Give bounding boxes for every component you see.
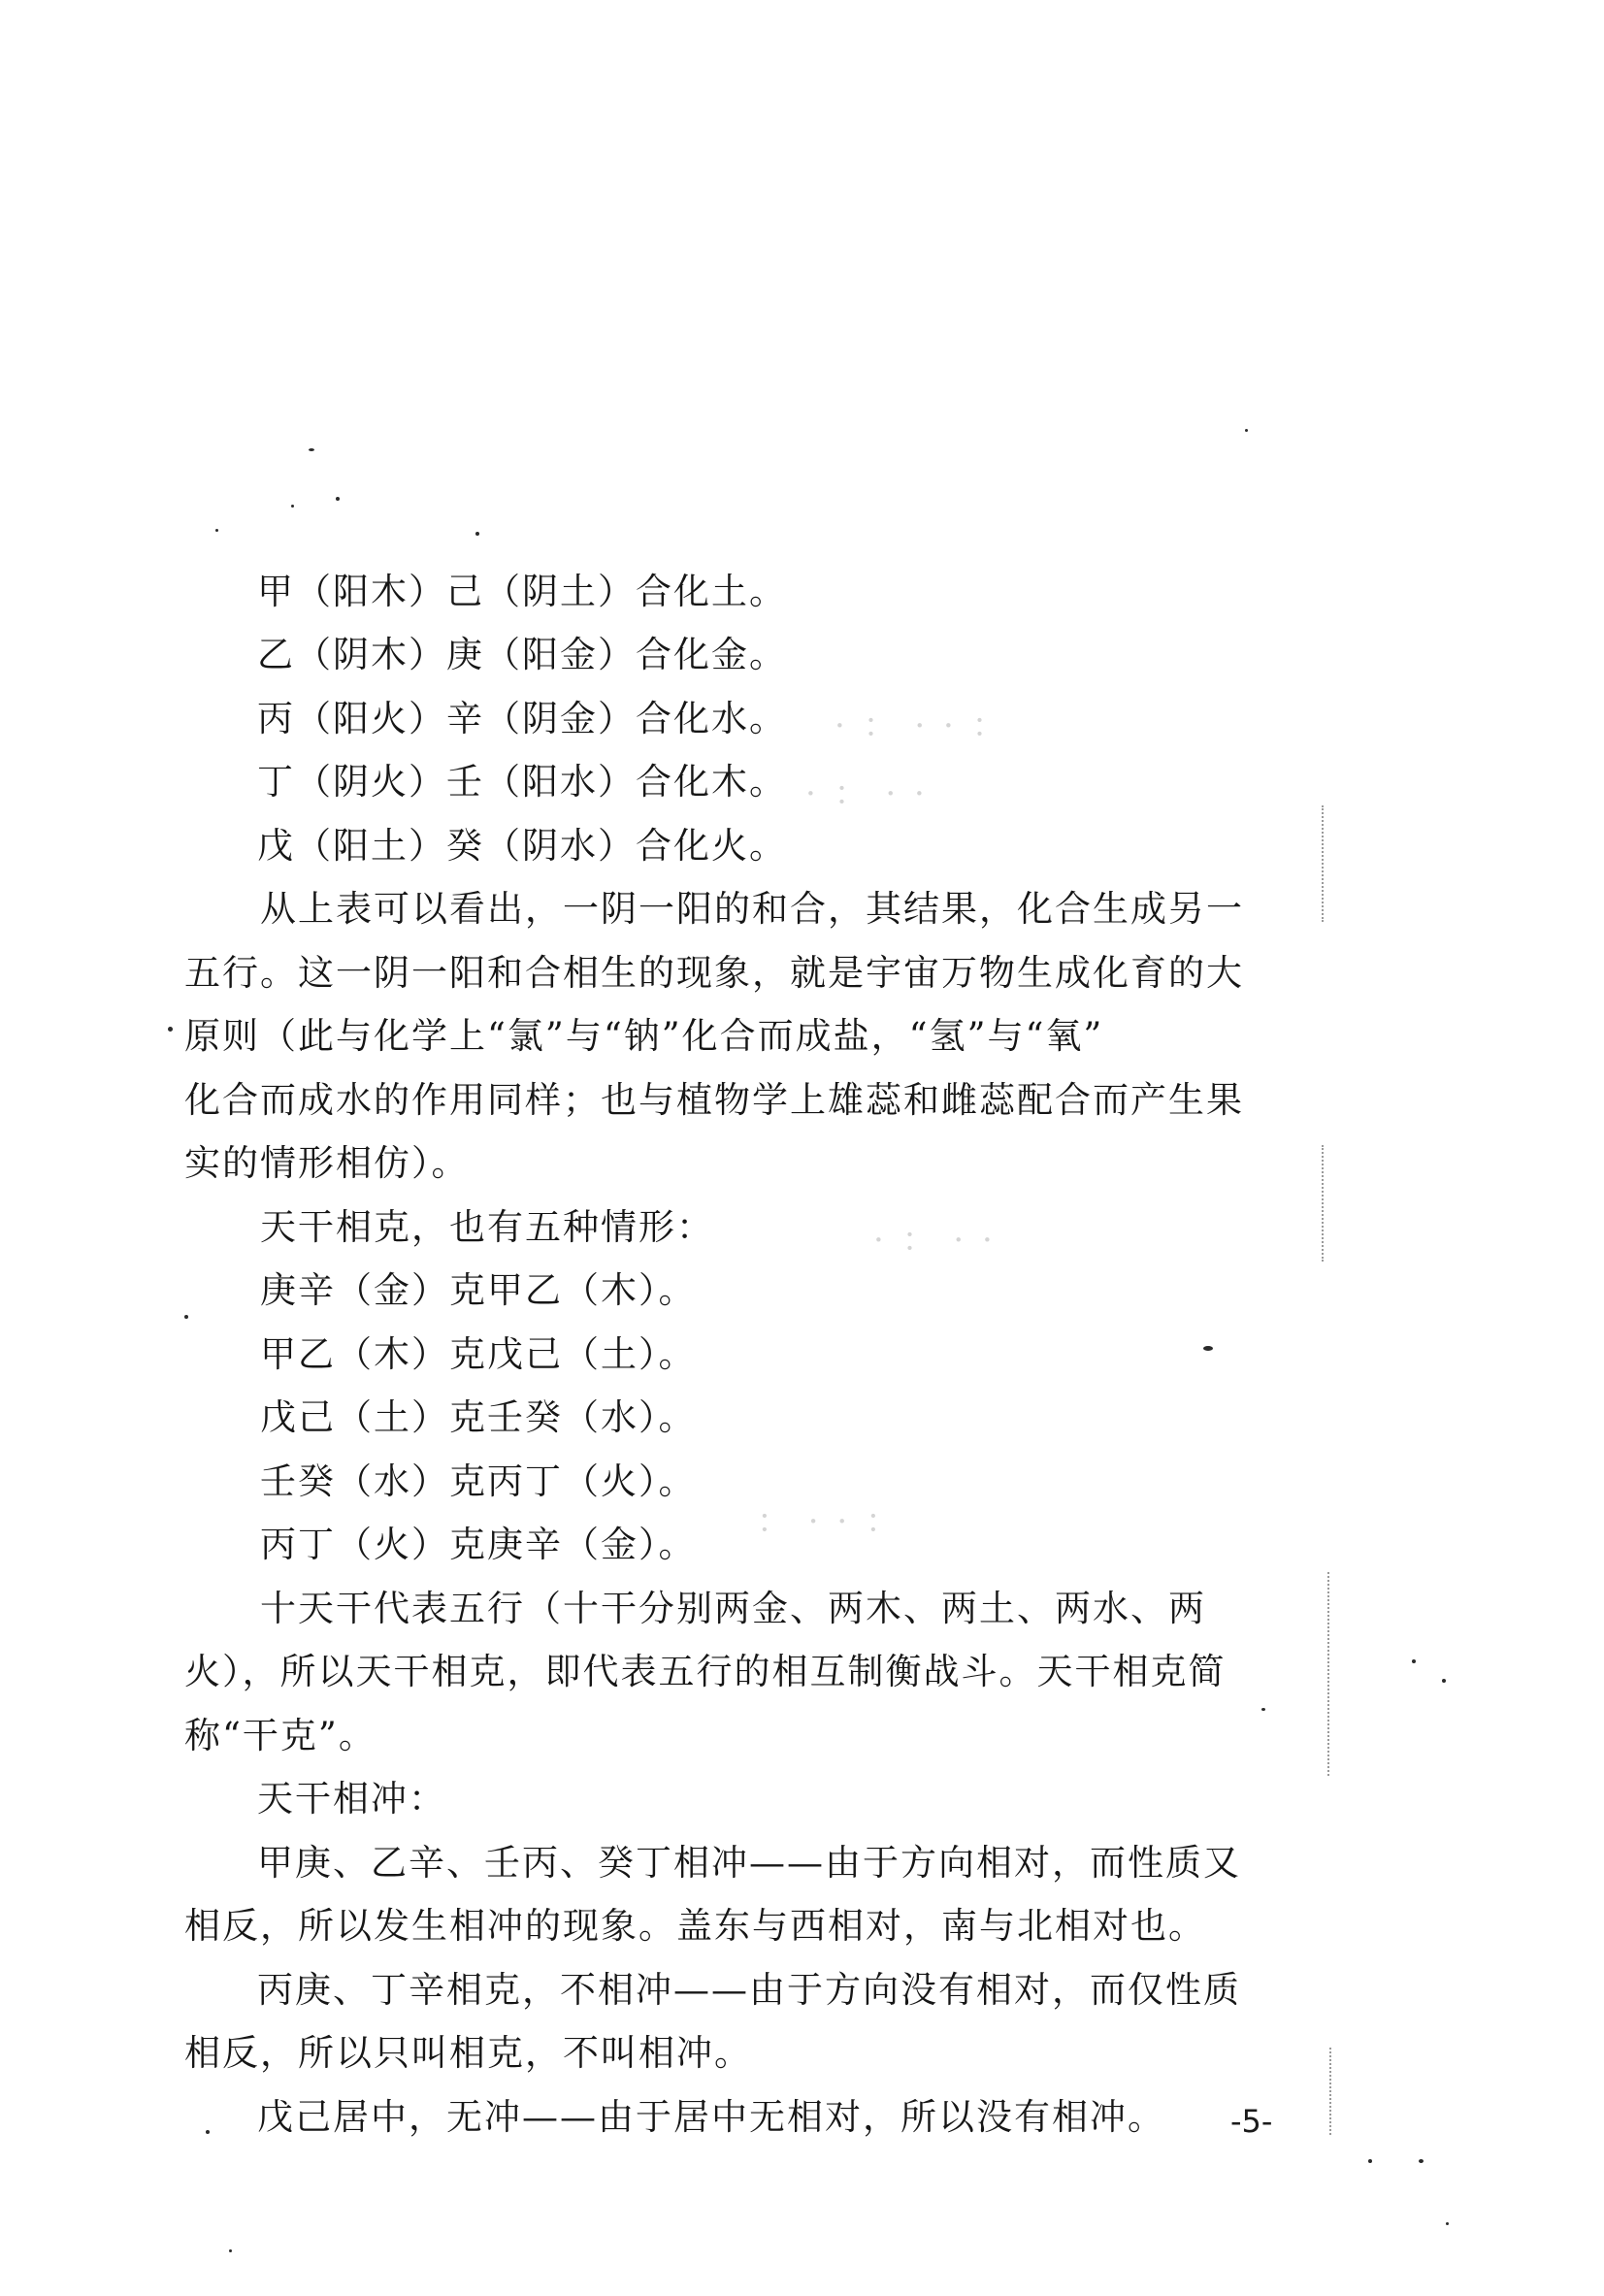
text-line: 戊己居中，无冲——由于居中无相对，所以没有相冲。	[257, 2096, 1165, 2138]
text-line: 相反，所以发生相冲的现象。盖东与西相对，南与北相对也。	[184, 1905, 1206, 1947]
bleed-through-mark: · ： · ·	[873, 1221, 997, 1260]
text-line: 丙（阳火）辛（阴金）合化水。	[257, 698, 787, 739]
text-line: 称“干克”。	[184, 1715, 376, 1756]
text-line: 丙庚、丁辛相克，不相冲——由于方向没有相对，而仅性质	[257, 1969, 1241, 2011]
speck	[1261, 1708, 1265, 1711]
scan-artifact-line	[1327, 1572, 1330, 1776]
bleed-through-mark: · ： · · ：	[835, 706, 1009, 745]
text-line: 乙（阴木）庚（阳金）合化金。	[257, 634, 787, 675]
text-line: 壬癸（水）克丙丁（火）。	[260, 1460, 697, 1502]
speck	[1419, 2159, 1424, 2163]
text-line: 戊（阳土）癸（阴水）合化火。	[257, 825, 787, 867]
text-line: 甲（阳木）己（阴土）合化土。	[257, 571, 787, 612]
text-line: 实的情形相仿）。	[184, 1142, 470, 1184]
text-line: 甲庚、乙辛、壬丙、癸丁相冲——由于方向相对，而性质又	[257, 1842, 1241, 1884]
speck	[291, 505, 294, 508]
speck	[1446, 2222, 1449, 2225]
text-line: 五行。这一阴一阳和合相生的现象，就是宇宙万物生成化育的大	[184, 952, 1244, 994]
bleed-through-mark: · ： · ·	[805, 774, 929, 813]
text-line: 戊己（土）克壬癸（水）。	[260, 1396, 697, 1438]
text-line: 天干相克，也有五种情形：	[260, 1206, 714, 1248]
text-line: 天干相冲：	[257, 1778, 446, 1820]
speck	[184, 1315, 188, 1319]
text-line: 十天干代表五行（十干分别两金、两木、两土、两水、两	[260, 1588, 1206, 1629]
scan-artifact-line	[1322, 805, 1325, 922]
text-line: 原则（此与化学上“氯”与“钠”化合而成盐，“氢”与“氧”	[184, 1015, 1104, 1057]
text-line: 相反，所以只叫相克，不叫相冲。	[184, 2032, 752, 2074]
speck	[1442, 1679, 1446, 1683]
speck	[1245, 429, 1248, 432]
speck	[168, 1027, 173, 1032]
speck	[475, 532, 479, 536]
scan-artifact-line	[1329, 2048, 1332, 2135]
speck	[1368, 2159, 1372, 2163]
text-line: 从上表可以看出，一阴一阳的和合，其结果，化合生成另一	[260, 888, 1244, 930]
text-line: 丙丁（火）克庚辛（金）。	[260, 1524, 697, 1565]
text-line: 甲乙（木）克戊己（土）。	[260, 1333, 697, 1375]
speck	[229, 2249, 232, 2252]
bleed-through-mark: ： · · ：	[757, 1502, 903, 1541]
text-line: 庚辛（金）克甲乙（木）。	[260, 1269, 697, 1311]
speck	[309, 448, 314, 451]
page-number: -5-	[1230, 2103, 1273, 2140]
speck	[206, 2130, 210, 2134]
speck	[336, 497, 340, 501]
speck	[1203, 1346, 1213, 1351]
text-line: 化合而成水的作用同样；也与植物学上雄蕊和雌蕊配合而产生果	[184, 1079, 1244, 1121]
text-line: 丁（阴火）壬（阳水）合化木。	[257, 761, 787, 803]
scan-artifact-line	[1322, 1145, 1325, 1262]
speck	[215, 529, 218, 532]
text-line: 火），所以天干相克，即代表五行的相互制衡战斗。天干相克简	[184, 1651, 1227, 1692]
speck	[1412, 1659, 1416, 1663]
